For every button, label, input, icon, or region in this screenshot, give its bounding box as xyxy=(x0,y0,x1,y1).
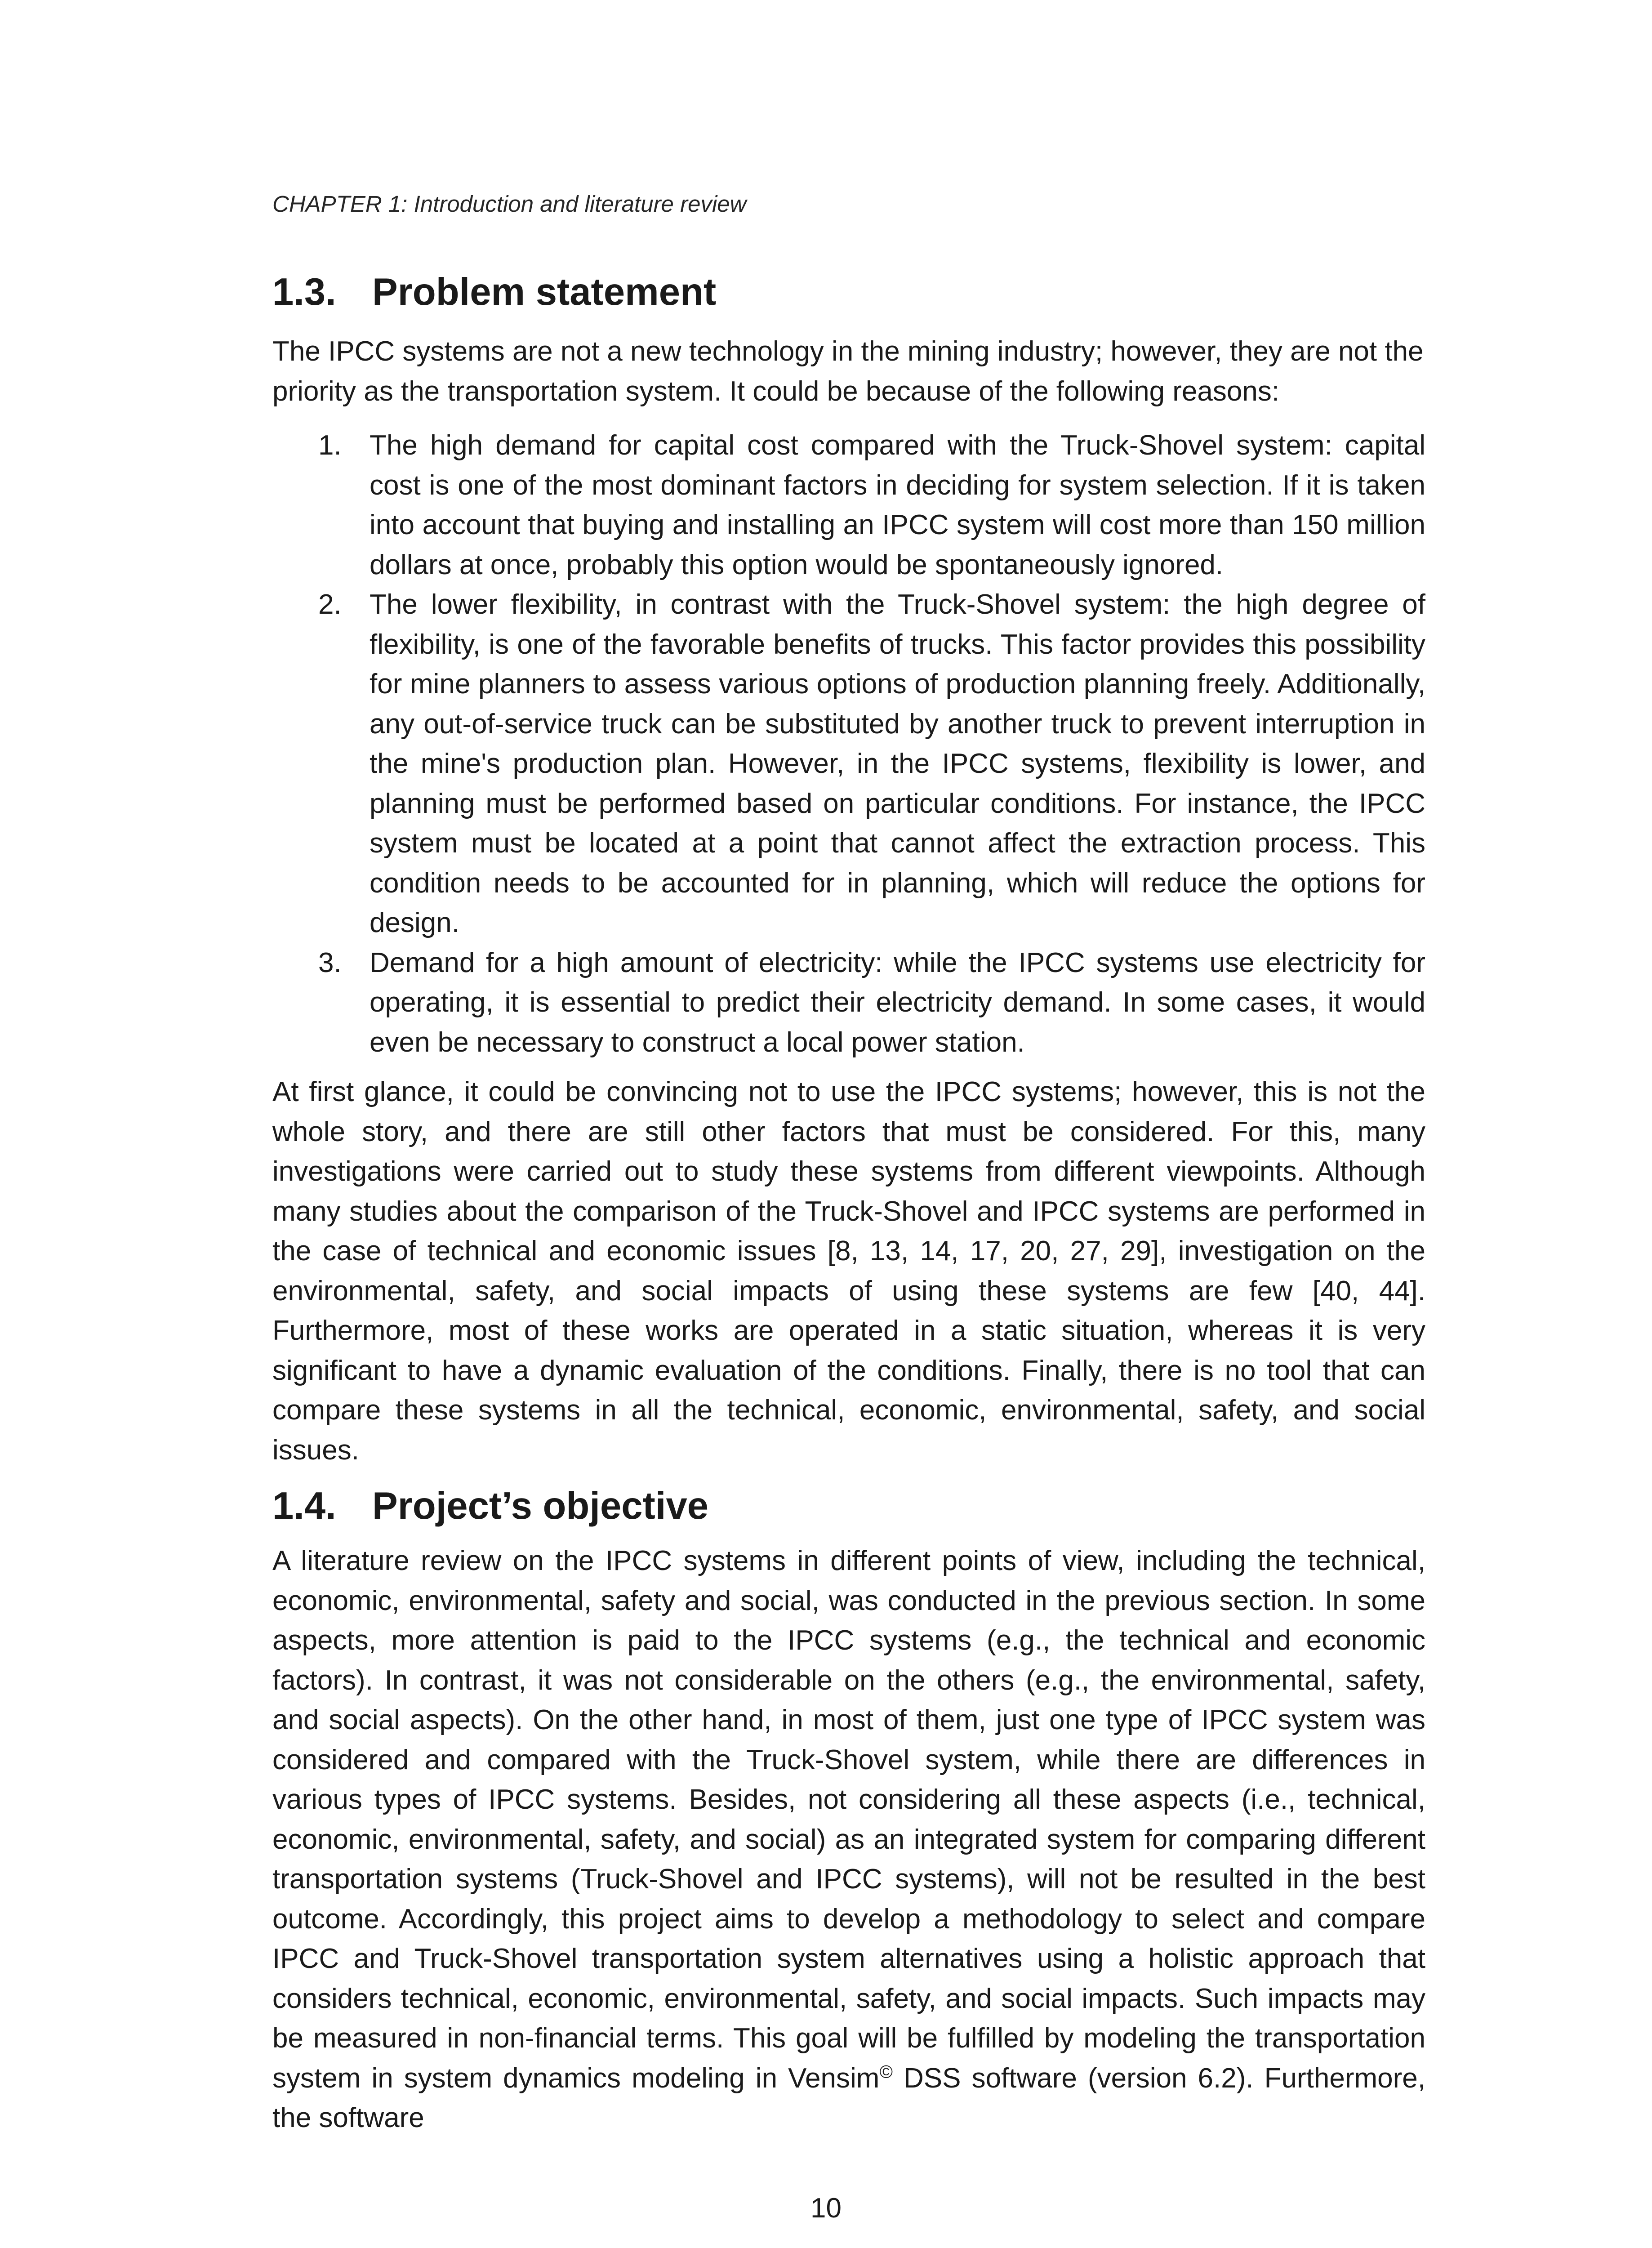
section-title: Problem statement xyxy=(372,271,717,313)
objective-paragraph xyxy=(272,1541,1425,2138)
section-title: Project’s objective xyxy=(372,1485,708,1527)
running-head: CHAPTER 1: Introduction and literature review xyxy=(272,191,747,217)
section-heading-project-objective xyxy=(272,1479,1425,1533)
reasons-list xyxy=(272,426,1425,1062)
list-item xyxy=(272,943,1425,1063)
problem-closing-paragraph: At first glance, it could be convincing not to use the IPCC systems; however, this is not the whole story, and there are still other factors that must be considered. For this, many investigations were carried out to study these systems from different viewpoints. Although many studies about the comparison of the Truck-Shovel and IPCC systems are performed in the case of technical and economic issues [8, 13, 14, 17, 20, 27, 29], investigation on the environmental, safety, and social impacts of using these systems are few [40, 44]. Furthermore, most of these works are operated in a static situation, whereas it is very significant to have a dynamic evaluation of the conditions. Finally, there is no tool that can compare these systems in all the technical, economic, environmental, safety, and social issues. xyxy=(272,1076,1425,1466)
list-item-text: The lower flexibility, in contrast with the Truck-Shovel system: the high degree of flexibility, is one of the favorable benefits of trucks. This factor provides this possibility for mine planners to assess various options of production planning freely. Additionally, any out-of-service truck can be substituted by another truck to prevent interruption in the mine's production plan. However, in the IPCC systems, flexibility is lower, and planning must be performed based on particular conditions. For instance, the IPCC system must be located at a point that cannot affect the extraction process. This condition needs to be accounted for in planning, which will reduce the options for design. xyxy=(370,589,1425,938)
list-marker: 1. xyxy=(318,430,342,461)
section-number: 1.4. xyxy=(272,1485,336,1527)
list-item-text: The high demand for capital cost compared with the Truck-Shovel system: capital cost is one of the most dominant factors in deciding for system selection. If it is taken into account that buying and installing an IPCC system will cost more than 150 million dollars at once, probably this option would be spontaneously ignored. xyxy=(370,430,1425,580)
section-number: 1.3. xyxy=(272,271,336,313)
section-heading-problem-statement xyxy=(272,265,1425,319)
list-item xyxy=(272,585,1425,943)
list-marker: 2. xyxy=(318,589,342,620)
problem-intro-paragraph: The IPCC systems are not a new technology in the mining industry; however, they are not the priority as the transportation system. It could be because of the following reasons: xyxy=(272,336,1424,407)
list-item-text: Demand for a high amount of electricity: while the IPCC systems use electricity for operating, it is essential to predict their electricity demand. In some cases, it would even be necessary to construct a local power station. xyxy=(370,947,1425,1058)
copyright-superscript: © xyxy=(879,2061,893,2082)
page-number: 10 xyxy=(810,2193,842,2224)
list-marker: 3. xyxy=(318,947,342,978)
page-content xyxy=(272,265,1425,2138)
list-item xyxy=(272,426,1425,585)
objective-text-continued: DSS software (version 6.2). Furthermore, the software xyxy=(272,2062,1425,2133)
objective-text: A literature review on the IPCC systems in different points of view, including the technical, economic, environmental, safety and social, was conducted in the previous section. In some aspects, more attention is paid to the IPCC systems (e.g., the technical and economic factors). In contrast, it was not considerable on the others (e.g., the environmental, safety, and social aspects). On the other hand, in most of them, just one type of IPCC system was considered and compared with the Truck-Shovel system, while there are differences in various types of IPCC systems. Besides, not considering all these aspects (i.e., technical, economic, environmental, safety, and social) as an integrated system for comparing different transportation systems (Truck-Shovel and IPCC systems), will not be resulted in the best outcome. Accordingly, this project aims to develop a methodology to select and compare IPCC and Truck-Shovel transportation system alternatives using a holistic approach that considers technical, economic, environmental, safety, and social impacts. Such impacts may be measured in non-financial terms. This goal will be fulfilled by modeling the transportation system in system dynamics modeling in Vensim xyxy=(272,1545,1425,2094)
